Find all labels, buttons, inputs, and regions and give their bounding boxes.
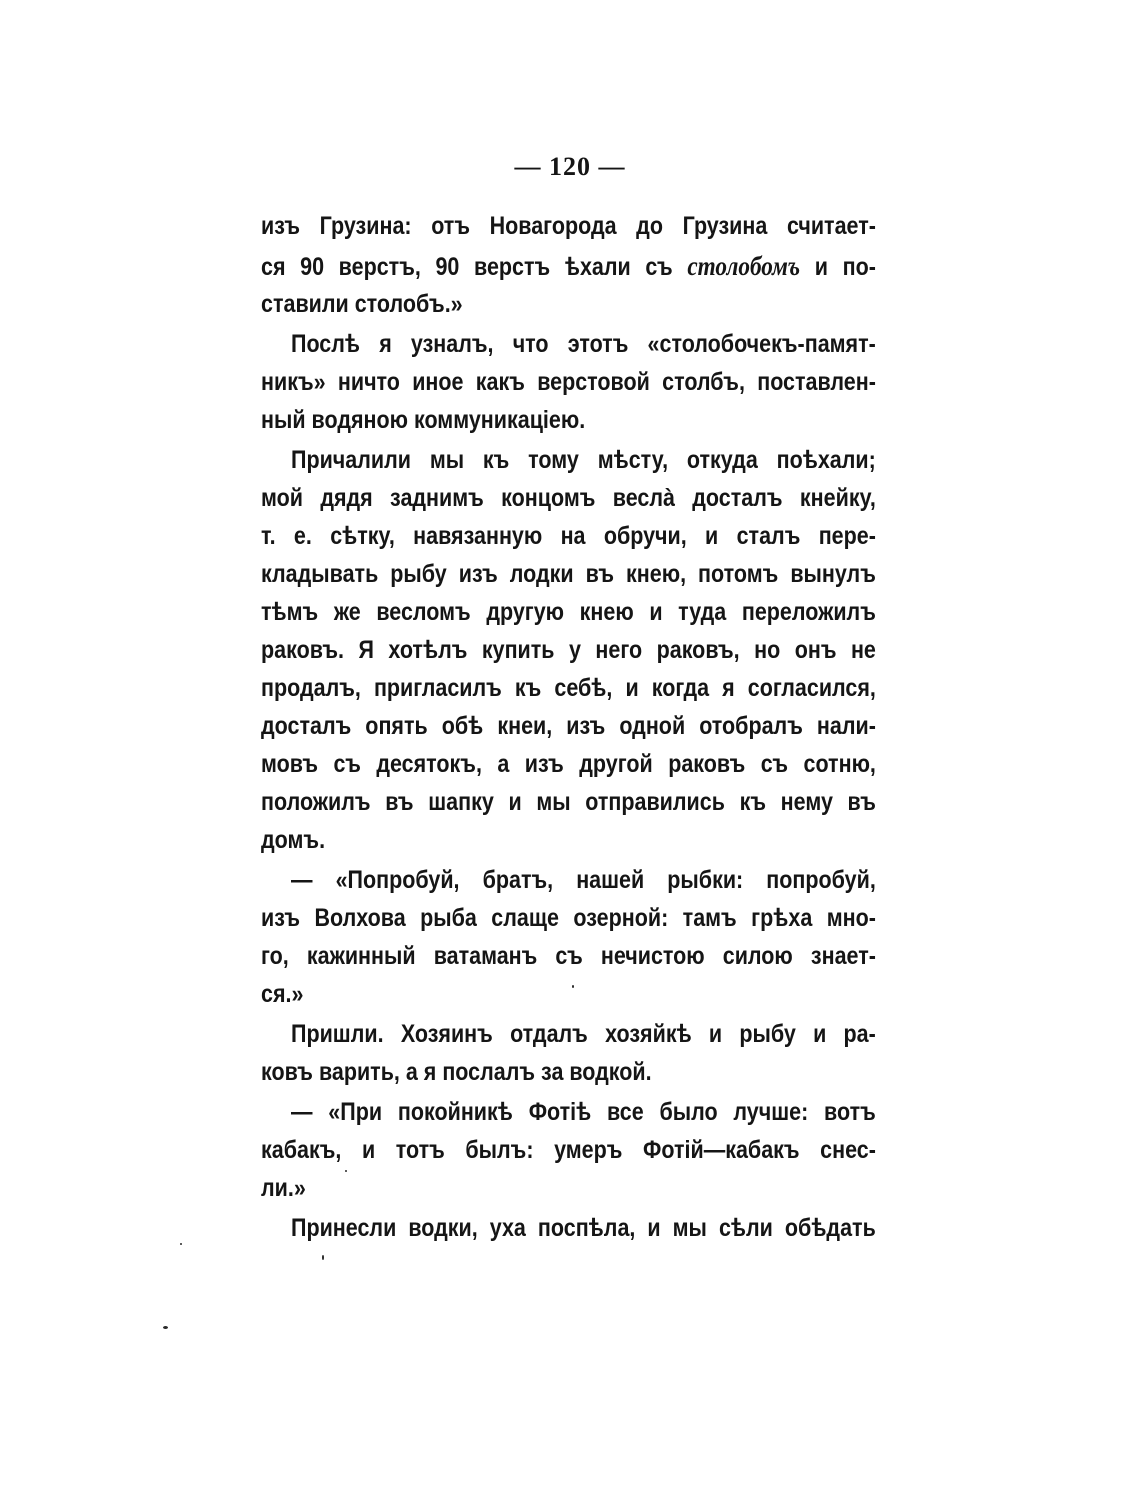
- text-span: и по-: [800, 253, 876, 281]
- text-line: продалъ, пригласилъ къ себѣ, и когда я согласился,: [261, 674, 876, 702]
- text-line: ся.»: [261, 980, 304, 1008]
- text-line: досталъ опять обѣ кнеи, изъ одной отобралъ нали-: [261, 712, 876, 740]
- text-line: кабакъ, и тотъ былъ: умеръ Фотій—кабакъ снес-: [261, 1136, 876, 1164]
- text-line: т. е. сѣтку, навязанную на обручи, и сталъ пере-: [261, 522, 876, 550]
- scan-speck: [163, 1326, 168, 1329]
- text-line: — «При покойникѣ Фотіѣ все было лучше: вотъ: [291, 1098, 876, 1126]
- text-line: никъ» ничто иное какъ верстовой столбъ, поставлен-: [261, 368, 876, 396]
- scan-speck: [180, 1243, 182, 1245]
- text-line: ный водяною коммуникаціею.: [261, 406, 586, 434]
- text-line: кладывать рыбу изъ лодки въ кнею, потомъ вынулъ: [261, 560, 876, 588]
- scan-speck: [572, 985, 574, 988]
- text-line: Послѣ я узналъ, что этотъ «столобочекъ-памят-: [291, 330, 876, 358]
- text-line: ли.»: [261, 1174, 306, 1202]
- text-line: изъ Волхова рыба слаще озерной: тамъ грѣха мно-: [261, 904, 876, 932]
- text-line: ковъ варить, а я послалъ за водкой.: [261, 1058, 652, 1086]
- text-span: ся 90 верстъ, 90 верстъ ѣхали съ: [261, 253, 688, 281]
- text-line: изъ Грузина: отъ Новагорода до Грузина считает-: [261, 212, 876, 240]
- text-line: го, кажинный ватаманъ съ нечистою силою знает-: [261, 942, 876, 970]
- text-line: тѣмъ же весломъ другую кнею и туда переложилъ: [261, 598, 876, 626]
- text-line: Причалили мы къ тому мѣсту, откуда поѣхали;: [291, 446, 876, 474]
- text-line: Принесли водки, уха поспѣла, и мы сѣли обѣдать: [291, 1214, 876, 1242]
- italic-word: столобомъ: [687, 251, 801, 281]
- text-line: ставили столобъ.»: [261, 290, 463, 318]
- text-line: Пришли. Хозяинъ отдалъ хозяйкѣ и рыбу и ра-: [291, 1020, 876, 1048]
- scan-speck: [345, 1170, 347, 1172]
- text-line: мой дядя заднимъ концомъ веслà досталъ кнейку,: [261, 484, 876, 512]
- text-line: — «Попробуй, братъ, нашей рыбки: попробуй,: [291, 866, 876, 894]
- scan-speck: [322, 1255, 324, 1260]
- text-line: положилъ въ шапку и мы отправились къ нему въ: [261, 788, 876, 816]
- text-line: мовъ съ десятокъ, а изъ другой раковъ съ сотню,: [261, 750, 876, 778]
- text-line: домъ.: [261, 826, 326, 854]
- text-line: [261, 246, 876, 286]
- text-line: раковъ. Я хотѣлъ купить у него раковъ, но онъ не: [261, 636, 876, 664]
- page-number: — 120 —: [514, 152, 626, 181]
